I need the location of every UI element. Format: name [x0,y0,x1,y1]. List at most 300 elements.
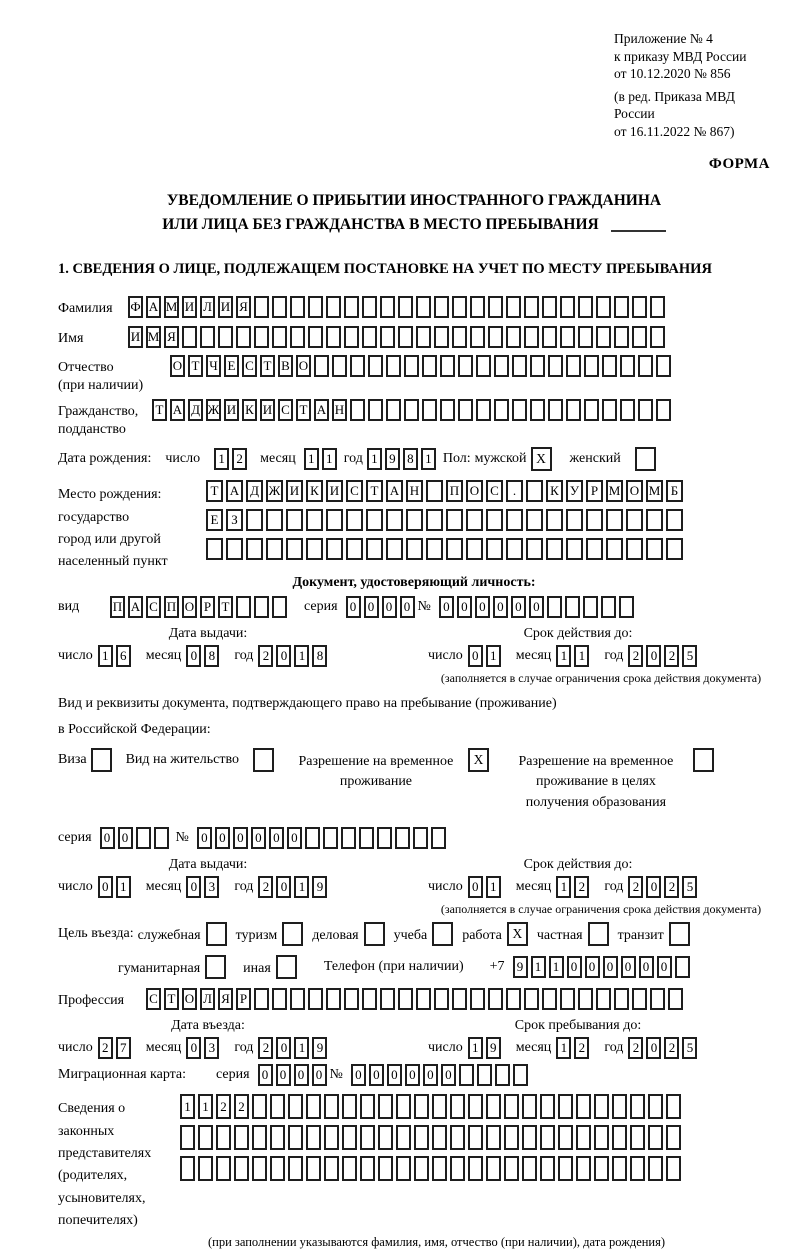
char-cell[interactable]: 0 [98,876,113,898]
char-cell[interactable] [180,1125,195,1150]
char-cell[interactable] [494,355,509,377]
char-cell[interactable]: 1 [180,1094,195,1119]
char-cell[interactable] [513,1064,528,1086]
stay-year-cells[interactable] [628,1037,700,1059]
char-cell[interactable]: 2 [258,645,273,667]
char-cell[interactable] [612,1156,627,1181]
char-cell[interactable]: О [626,480,643,502]
char-cell[interactable]: Т [218,596,233,618]
char-cell[interactable] [546,538,563,560]
char-cell[interactable] [440,355,455,377]
char-cell[interactable] [548,355,563,377]
char-cell[interactable]: 0 [276,645,291,667]
char-cell[interactable]: 0 [646,645,661,667]
char-cell[interactable] [450,1094,465,1119]
char-cell[interactable]: 0 [441,1064,456,1086]
char-cell[interactable] [632,326,647,348]
char-cell[interactable] [466,538,483,560]
char-cell[interactable] [342,1125,357,1150]
char-cell[interactable] [136,827,151,849]
char-cell[interactable] [395,827,410,849]
char-cell[interactable] [234,1156,249,1181]
purpose-business-checkbox[interactable] [364,922,385,946]
char-cell[interactable] [666,1156,681,1181]
purpose-tourism-checkbox[interactable] [282,922,303,946]
residence-expiry-month-cells[interactable] [556,876,592,898]
char-cell[interactable] [431,827,446,849]
char-cell[interactable]: 0 [118,827,133,849]
char-cell[interactable]: К [306,480,323,502]
char-cell[interactable] [272,596,287,618]
char-cell[interactable] [542,326,557,348]
char-cell[interactable]: И [224,399,239,421]
char-cell[interactable] [526,509,543,531]
char-cell[interactable] [648,1094,663,1119]
char-cell[interactable]: 0 [639,956,654,978]
phone-cells[interactable] [513,956,693,978]
char-cell[interactable]: 1 [486,645,501,667]
char-cell[interactable] [506,509,523,531]
patronymic-cells[interactable] [170,355,674,377]
profession-cells[interactable] [146,988,686,1010]
char-cell[interactable] [434,296,449,318]
char-cell[interactable]: 7 [116,1037,131,1059]
char-cell[interactable] [542,296,557,318]
char-cell[interactable] [504,1094,519,1119]
char-cell[interactable]: 2 [216,1094,231,1119]
char-cell[interactable] [326,988,341,1010]
char-cell[interactable]: 0 [405,1064,420,1086]
char-cell[interactable] [626,509,643,531]
char-cell[interactable]: 0 [657,956,672,978]
char-cell[interactable] [218,326,233,348]
char-cell[interactable] [459,1064,474,1086]
char-cell[interactable]: 0 [369,1064,384,1086]
char-cell[interactable] [596,296,611,318]
char-cell[interactable] [614,988,629,1010]
char-cell[interactable] [368,355,383,377]
char-cell[interactable] [305,827,320,849]
char-cell[interactable] [236,326,251,348]
char-cell[interactable]: К [546,480,563,502]
char-cell[interactable]: 2 [664,876,679,898]
char-cell[interactable] [332,355,347,377]
char-cell[interactable] [638,355,653,377]
char-cell[interactable] [306,538,323,560]
char-cell[interactable]: 0 [475,596,490,618]
char-cell[interactable] [326,509,343,531]
entry-year-cells[interactable] [258,1037,330,1059]
char-cell[interactable] [406,509,423,531]
char-cell[interactable] [308,988,323,1010]
char-cell[interactable]: 2 [574,876,589,898]
char-cell[interactable] [506,988,521,1010]
char-cell[interactable] [434,988,449,1010]
char-cell[interactable] [346,509,363,531]
char-cell[interactable]: Д [246,480,263,502]
char-cell[interactable]: В [278,355,293,377]
char-cell[interactable] [656,355,671,377]
char-cell[interactable] [466,509,483,531]
char-cell[interactable] [630,1094,645,1119]
char-cell[interactable] [380,988,395,1010]
char-cell[interactable]: Р [586,480,603,502]
stay-day-cells[interactable] [468,1037,504,1059]
legal-reps-cells-2[interactable] [180,1125,684,1150]
char-cell[interactable]: Б [666,480,683,502]
char-cell[interactable] [612,1094,627,1119]
char-cell[interactable] [416,296,431,318]
char-cell[interactable] [584,355,599,377]
char-cell[interactable] [344,296,359,318]
char-cell[interactable]: . [506,480,523,502]
char-cell[interactable]: 1 [556,876,571,898]
char-cell[interactable] [324,1156,339,1181]
stay-month-cells[interactable] [556,1037,592,1059]
char-cell[interactable]: 2 [664,645,679,667]
char-cell[interactable] [416,988,431,1010]
char-cell[interactable] [656,399,671,421]
char-cell[interactable]: 1 [556,645,571,667]
sex-male-checkbox[interactable]: X [531,447,552,471]
surname-cells[interactable] [128,296,668,318]
char-cell[interactable] [540,1125,555,1150]
char-cell[interactable]: 0 [646,1037,661,1059]
char-cell[interactable] [290,988,305,1010]
char-cell[interactable]: 2 [258,876,273,898]
char-cell[interactable] [288,1156,303,1181]
identity-issue-day-cells[interactable] [98,645,134,667]
char-cell[interactable]: С [242,355,257,377]
char-cell[interactable] [565,596,580,618]
char-cell[interactable]: 1 [531,956,546,978]
birth-place-cells-3[interactable] [206,538,686,560]
char-cell[interactable] [290,326,305,348]
char-cell[interactable] [308,296,323,318]
char-cell[interactable] [666,509,683,531]
char-cell[interactable] [342,1094,357,1119]
char-cell[interactable]: 0 [294,1064,309,1086]
char-cell[interactable] [524,326,539,348]
char-cell[interactable] [586,509,603,531]
char-cell[interactable] [246,538,263,560]
char-cell[interactable] [386,509,403,531]
residence-issue-year-cells[interactable] [258,876,330,898]
char-cell[interactable] [530,355,545,377]
char-cell[interactable] [396,1094,411,1119]
char-cell[interactable]: 0 [603,956,618,978]
char-cell[interactable] [326,296,341,318]
char-cell[interactable] [468,1125,483,1150]
char-cell[interactable] [432,1125,447,1150]
char-cell[interactable]: Я [164,326,179,348]
char-cell[interactable] [440,399,455,421]
char-cell[interactable] [548,399,563,421]
char-cell[interactable] [366,538,383,560]
char-cell[interactable] [450,1156,465,1181]
char-cell[interactable]: 9 [513,956,528,978]
birth-year-cells[interactable] [367,448,439,470]
char-cell[interactable] [254,296,269,318]
char-cell[interactable]: Я [236,296,251,318]
char-cell[interactable]: М [164,296,179,318]
residence-expiry-year-cells[interactable] [628,876,700,898]
char-cell[interactable] [494,399,509,421]
char-cell[interactable] [584,399,599,421]
char-cell[interactable] [286,538,303,560]
char-cell[interactable] [206,538,223,560]
char-cell[interactable] [359,827,374,849]
char-cell[interactable]: К [242,399,257,421]
char-cell[interactable] [266,509,283,531]
char-cell[interactable] [396,1125,411,1150]
char-cell[interactable] [470,326,485,348]
char-cell[interactable] [306,1156,321,1181]
char-cell[interactable]: 0 [511,596,526,618]
char-cell[interactable] [362,296,377,318]
char-cell[interactable] [626,538,643,560]
char-cell[interactable]: 0 [439,596,454,618]
char-cell[interactable]: 0 [287,827,302,849]
char-cell[interactable]: 0 [186,1037,201,1059]
char-cell[interactable] [378,1125,393,1150]
char-cell[interactable]: 8 [403,448,418,470]
char-cell[interactable]: 1 [98,645,113,667]
char-cell[interactable]: 1 [322,448,337,470]
char-cell[interactable]: Я [218,988,233,1010]
char-cell[interactable]: О [182,988,197,1010]
char-cell[interactable]: 2 [628,1037,643,1059]
char-cell[interactable]: 0 [646,876,661,898]
sex-female-checkbox[interactable] [635,447,656,471]
identity-expiry-year-cells[interactable] [628,645,700,667]
char-cell[interactable]: 0 [493,596,508,618]
char-cell[interactable] [614,296,629,318]
char-cell[interactable] [426,480,443,502]
residence-expiry-day-cells[interactable] [468,876,504,898]
char-cell[interactable]: Ч [206,355,221,377]
char-cell[interactable]: 0 [276,1064,291,1086]
char-cell[interactable] [216,1156,231,1181]
visa-checkbox[interactable] [91,748,112,772]
char-cell[interactable]: И [182,296,197,318]
char-cell[interactable]: 2 [232,448,247,470]
char-cell[interactable] [360,1156,375,1181]
char-cell[interactable] [526,538,543,560]
char-cell[interactable] [558,1156,573,1181]
char-cell[interactable] [450,1125,465,1150]
char-cell[interactable] [666,538,683,560]
entry-day-cells[interactable] [98,1037,134,1059]
char-cell[interactable] [324,1094,339,1119]
char-cell[interactable] [530,399,545,421]
char-cell[interactable]: Т [260,355,275,377]
char-cell[interactable] [366,509,383,531]
char-cell[interactable] [477,1064,492,1086]
char-cell[interactable] [504,1156,519,1181]
char-cell[interactable] [272,326,287,348]
char-cell[interactable] [486,1156,501,1181]
char-cell[interactable] [426,509,443,531]
legal-reps-cells-3[interactable] [180,1156,684,1181]
char-cell[interactable]: 1 [556,1037,571,1059]
char-cell[interactable] [650,296,665,318]
char-cell[interactable] [398,988,413,1010]
char-cell[interactable]: Ф [128,296,143,318]
char-cell[interactable] [602,355,617,377]
char-cell[interactable] [432,1156,447,1181]
char-cell[interactable]: 1 [574,645,589,667]
char-cell[interactable] [470,296,485,318]
char-cell[interactable] [350,355,365,377]
char-cell[interactable] [314,355,329,377]
char-cell[interactable] [404,355,419,377]
char-cell[interactable]: 0 [387,1064,402,1086]
char-cell[interactable]: 0 [346,596,361,618]
migration-series-cells[interactable] [258,1064,330,1086]
char-cell[interactable] [413,827,428,849]
char-cell[interactable] [266,538,283,560]
char-cell[interactable]: О [466,480,483,502]
temp-residence-edu-checkbox[interactable] [693,748,714,772]
citizenship-cells[interactable] [152,399,674,421]
char-cell[interactable] [386,399,401,421]
char-cell[interactable] [566,355,581,377]
char-cell[interactable] [326,538,343,560]
char-cell[interactable]: 0 [585,956,600,978]
residence-issue-month-cells[interactable] [186,876,222,898]
char-cell[interactable] [512,355,527,377]
char-cell[interactable]: 0 [276,876,291,898]
char-cell[interactable] [666,1094,681,1119]
char-cell[interactable] [272,988,287,1010]
identity-expiry-day-cells[interactable] [468,645,504,667]
residence-number-cells[interactable] [197,827,449,849]
char-cell[interactable]: Р [236,988,251,1010]
char-cell[interactable]: О [296,355,311,377]
char-cell[interactable]: Т [206,480,223,502]
char-cell[interactable] [476,399,491,421]
char-cell[interactable] [606,538,623,560]
char-cell[interactable] [632,988,647,1010]
char-cell[interactable] [288,1094,303,1119]
char-cell[interactable]: А [146,296,161,318]
residence-permit-checkbox[interactable] [253,748,274,772]
char-cell[interactable] [547,596,562,618]
char-cell[interactable] [638,399,653,421]
entry-month-cells[interactable] [186,1037,222,1059]
char-cell[interactable] [398,326,413,348]
char-cell[interactable] [446,509,463,531]
char-cell[interactable]: 8 [204,645,219,667]
char-cell[interactable]: С [278,399,293,421]
char-cell[interactable]: Р [200,596,215,618]
char-cell[interactable] [323,827,338,849]
char-cell[interactable]: 1 [367,448,382,470]
char-cell[interactable] [422,399,437,421]
char-cell[interactable]: Л [200,988,215,1010]
char-cell[interactable]: 5 [682,1037,697,1059]
char-cell[interactable] [566,538,583,560]
char-cell[interactable] [620,355,635,377]
char-cell[interactable]: 2 [628,876,643,898]
migration-number-cells[interactable] [351,1064,531,1086]
char-cell[interactable] [560,326,575,348]
char-cell[interactable]: А [170,399,185,421]
given-name-cells[interactable] [128,326,668,348]
char-cell[interactable]: 5 [682,645,697,667]
char-cell[interactable] [270,1125,285,1150]
identity-issue-year-cells[interactable] [258,645,330,667]
purpose-other-checkbox[interactable] [276,955,297,979]
char-cell[interactable] [154,827,169,849]
char-cell[interactable]: З [226,509,243,531]
char-cell[interactable] [476,355,491,377]
char-cell[interactable] [346,538,363,560]
char-cell[interactable]: 0 [258,1064,273,1086]
char-cell[interactable] [558,1094,573,1119]
char-cell[interactable]: 1 [294,1037,309,1059]
char-cell[interactable]: 9 [312,876,327,898]
char-cell[interactable] [396,1156,411,1181]
char-cell[interactable]: 0 [364,596,379,618]
char-cell[interactable] [398,296,413,318]
char-cell[interactable] [362,988,377,1010]
char-cell[interactable] [270,1156,285,1181]
char-cell[interactable]: С [346,480,363,502]
char-cell[interactable] [650,988,665,1010]
char-cell[interactable]: Т [164,988,179,1010]
char-cell[interactable] [558,1125,573,1150]
char-cell[interactable]: Л [200,296,215,318]
temp-residence-checkbox[interactable]: X [468,748,489,772]
char-cell[interactable]: Д [188,399,203,421]
char-cell[interactable] [270,1094,285,1119]
char-cell[interactable] [522,1094,537,1119]
char-cell[interactable] [236,596,251,618]
char-cell[interactable]: 0 [269,827,284,849]
char-cell[interactable]: 1 [198,1094,213,1119]
char-cell[interactable]: Ж [266,480,283,502]
char-cell[interactable] [486,1094,501,1119]
char-cell[interactable] [254,326,269,348]
char-cell[interactable] [360,1094,375,1119]
purpose-transit-checkbox[interactable] [669,922,690,946]
char-cell[interactable] [452,296,467,318]
char-cell[interactable] [254,596,269,618]
char-cell[interactable]: М [606,480,623,502]
char-cell[interactable] [226,538,243,560]
char-cell[interactable] [252,1125,267,1150]
char-cell[interactable] [594,1156,609,1181]
char-cell[interactable] [602,399,617,421]
char-cell[interactable] [344,988,359,1010]
char-cell[interactable] [452,988,467,1010]
char-cell[interactable] [306,1125,321,1150]
char-cell[interactable] [377,827,392,849]
char-cell[interactable]: У [566,480,583,502]
birth-month-cells[interactable] [304,448,340,470]
char-cell[interactable] [182,326,197,348]
char-cell[interactable] [380,326,395,348]
char-cell[interactable] [668,988,683,1010]
char-cell[interactable]: 0 [621,956,636,978]
char-cell[interactable] [586,538,603,560]
identity-expiry-month-cells[interactable] [556,645,592,667]
char-cell[interactable] [386,355,401,377]
char-cell[interactable]: 0 [529,596,544,618]
char-cell[interactable] [566,399,581,421]
